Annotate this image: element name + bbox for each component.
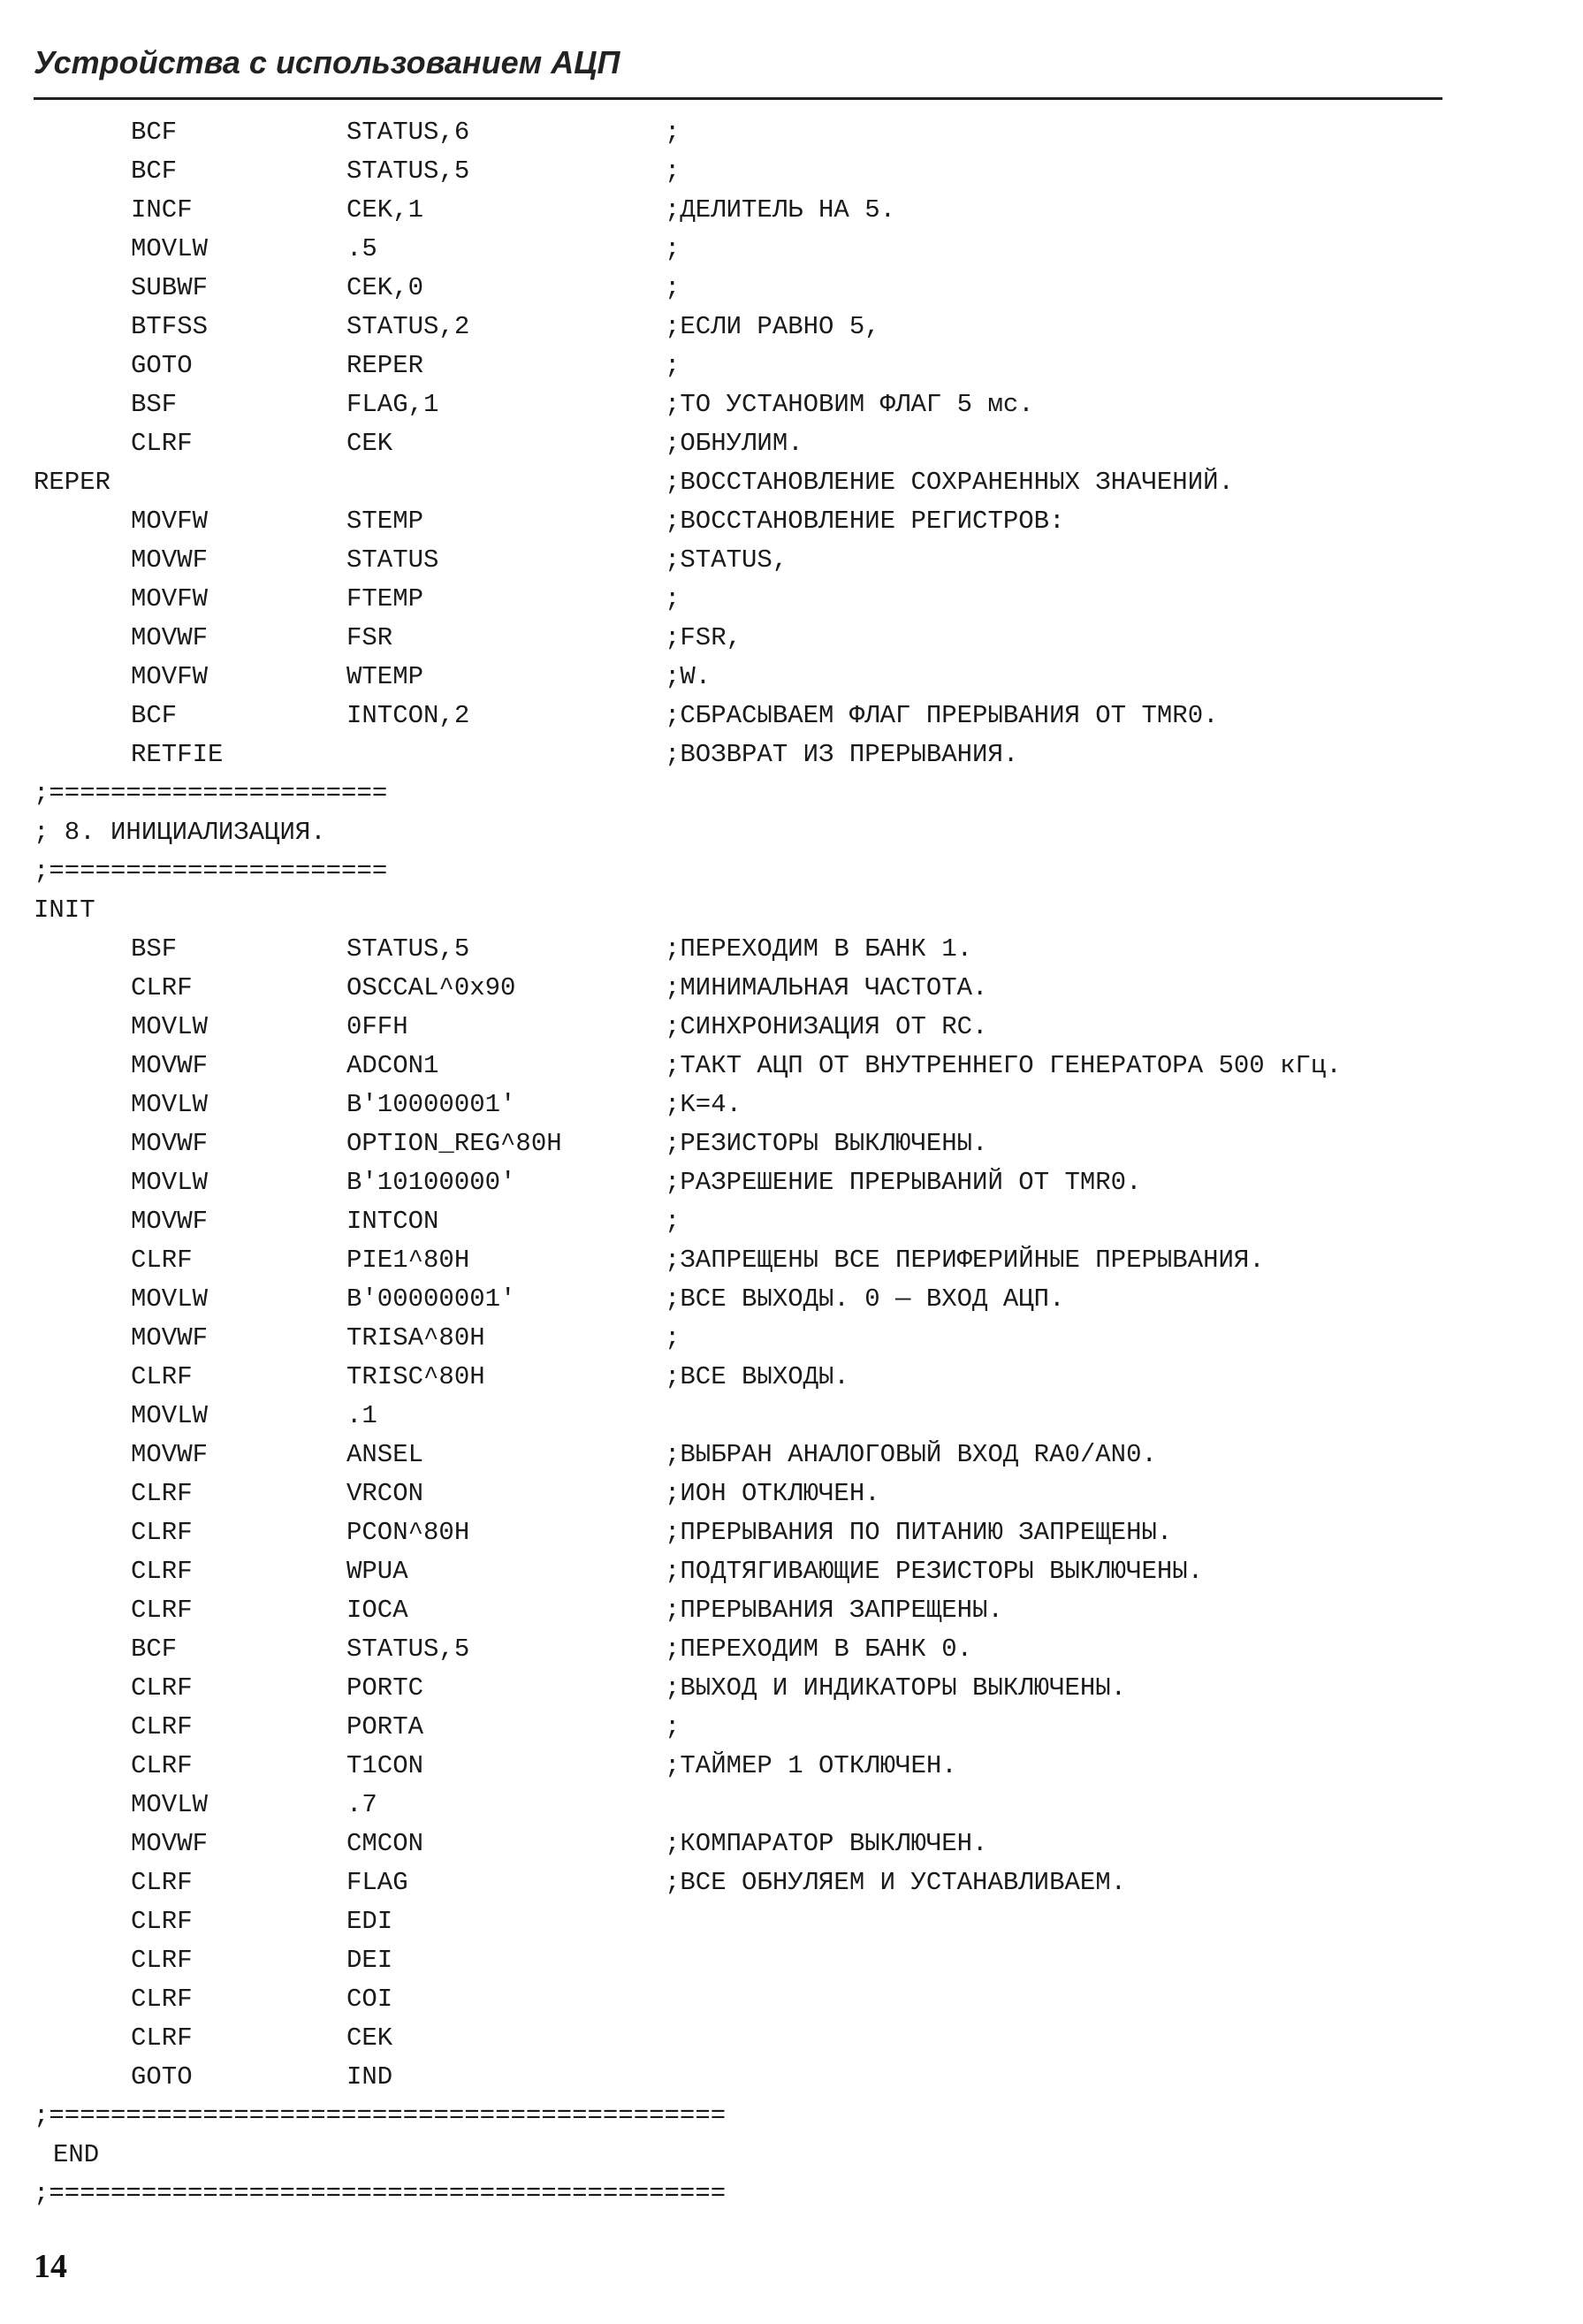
code-label: INIT [34, 895, 95, 925]
instruction-mnemonic: MOVWF [131, 1323, 209, 1352]
instruction-mnemonic: CLRF [131, 1518, 193, 1547]
code-comment: ;ОБНУЛИМ. [665, 429, 803, 458]
listing-code-line [0, 891, 1583, 930]
instruction-operand: VRCON [346, 1479, 424, 1508]
code-comment: ;РЕЗИСТОРЫ ВЫКЛЮЧЕНЫ. [665, 1129, 988, 1158]
code-comment: ; [665, 234, 681, 263]
listing-code-line [0, 1902, 1583, 1941]
instruction-mnemonic: BTFSS [131, 312, 209, 341]
instruction-operand: T1CON [346, 1751, 424, 1780]
listing-code-line [0, 1319, 1583, 1358]
instruction-mnemonic: MOVFW [131, 584, 209, 613]
instruction-operand: WPUA [346, 1557, 408, 1586]
listing-code-line [0, 463, 1583, 502]
code-comment: ;FSR, [665, 623, 742, 652]
listing-code-line [0, 1591, 1583, 1630]
code-label: REPER [34, 468, 111, 497]
listing-code-line [0, 1786, 1583, 1825]
listing-code-line [0, 658, 1583, 697]
instruction-mnemonic: BSF [131, 934, 178, 964]
instruction-operand: STATUS [346, 545, 439, 575]
code-comment: ;K=4. [665, 1090, 742, 1119]
code-comment: ;ТАЙМЕР 1 ОТКЛЮЧЕН. [665, 1751, 957, 1780]
code-comment: ;РАЗРЕШЕНИЕ ПРЕРЫВАНИЙ ОТ TMR0. [665, 1168, 1142, 1197]
code-comment: ;ПЕРЕХОДИМ В БАНК 1. [665, 934, 973, 964]
code-comment: ;ВСЕ ВЫХОДЫ. 0 — ВХОД АЦП. [665, 1284, 1065, 1314]
code-comment: ;ПРЕРЫВАНИЯ ЗАПРЕЩЕНЫ. [665, 1596, 1003, 1625]
assembly-listing [0, 113, 1583, 2214]
listing-code-line [0, 1552, 1583, 1591]
code-comment: ;ЗАПРЕЩЕНЫ ВСЕ ПЕРИФЕРИЙНЫЕ ПРЕРЫВАНИЯ. [665, 1246, 1265, 1275]
code-comment: ;ЕСЛИ РАВНО 5, [665, 312, 880, 341]
code-comment: ; [665, 1207, 681, 1236]
code-comment: ; [665, 273, 681, 302]
listing-code-line [0, 1241, 1583, 1280]
instruction-operand: FSR [346, 623, 393, 652]
instruction-mnemonic: MOVLW [131, 1168, 209, 1197]
instruction-operand: B'10100000' [346, 1168, 516, 1197]
instruction-operand: DEI [346, 1946, 393, 1975]
instruction-operand: B'10000001' [346, 1090, 516, 1119]
instruction-operand: OSCCAL^0x90 [346, 973, 516, 1002]
instruction-operand: COI [346, 1985, 393, 2014]
instruction-mnemonic: MOVLW [131, 1090, 209, 1119]
code-comment: ;ВОЗВРАТ ИЗ ПРЕРЫВАНИЯ. [665, 740, 1019, 769]
instruction-mnemonic: MOVLW [131, 1401, 209, 1430]
listing-end-line [0, 2136, 1583, 2175]
listing-text: ;============================================ [34, 2101, 727, 2130]
instruction-mnemonic: CLRF [131, 1479, 193, 1508]
listing-code-line [0, 1436, 1583, 1474]
code-comment: ; [665, 1712, 681, 1741]
instruction-mnemonic: CLRF [131, 1751, 193, 1780]
instruction-mnemonic: CLRF [131, 1362, 193, 1391]
instruction-operand: 0FFH [346, 1012, 408, 1041]
instruction-operand: EDI [346, 1907, 393, 1936]
instruction-mnemonic: CLRF [131, 2023, 193, 2053]
instruction-operand: .7 [346, 1790, 377, 1819]
instruction-mnemonic: MOVWF [131, 1207, 209, 1236]
listing-code-line [0, 619, 1583, 658]
instruction-mnemonic: BCF [131, 701, 178, 730]
instruction-mnemonic: CLRF [131, 1557, 193, 1586]
listing-code-line [0, 1202, 1583, 1241]
instruction-operand: ADCON1 [346, 1051, 439, 1080]
instruction-operand: WTEMP [346, 662, 424, 691]
instruction-mnemonic: MOVLW [131, 234, 209, 263]
code-comment: ;ТАКТ АЦП ОТ ВНУТРЕННЕГО ГЕНЕРАТОРА 500 кГц. [665, 1051, 1342, 1080]
instruction-mnemonic: GOTO [131, 351, 193, 380]
instruction-operand: CEK [346, 429, 393, 458]
code-comment: ;СБРАСЫВАЕМ ФЛАГ ПРЕРЫВАНИЯ ОТ TMR0. [665, 701, 1219, 730]
code-comment: ;ИОН ОТКЛЮЧЕН. [665, 1479, 880, 1508]
instruction-mnemonic: INCF [131, 195, 193, 225]
listing-code-line [0, 580, 1583, 619]
listing-code-line [0, 308, 1583, 347]
code-comment: ;ВОССТАНОВЛЕНИЕ РЕГИСТРОВ: [665, 507, 1065, 536]
listing-code-line [0, 1941, 1583, 1980]
instruction-mnemonic: BCF [131, 1634, 178, 1664]
listing-code-line [0, 230, 1583, 269]
instruction-mnemonic: CLRF [131, 1946, 193, 1975]
listing-code-line [0, 697, 1583, 735]
code-comment: ;МИНИМАЛЬНАЯ ЧАСТОТА. [665, 973, 988, 1002]
page-number: 14 [34, 2248, 67, 2285]
instruction-operand: STATUS,2 [346, 312, 470, 341]
instruction-operand: IOCA [346, 1596, 408, 1625]
code-comment: ;W. [665, 662, 712, 691]
instruction-mnemonic: GOTO [131, 2062, 193, 2092]
instruction-mnemonic: CLRF [131, 1596, 193, 1625]
instruction-mnemonic: BCF [131, 156, 178, 186]
instruction-mnemonic: RETFIE [131, 740, 224, 769]
code-comment: ;ПЕРЕХОДИМ В БАНК 0. [665, 1634, 973, 1664]
listing-code-line [0, 424, 1583, 463]
instruction-operand: CMCON [346, 1829, 424, 1858]
instruction-mnemonic: MOVLW [131, 1284, 209, 1314]
instruction-operand: TRISC^80H [346, 1362, 485, 1391]
instruction-mnemonic: MOVFW [131, 507, 209, 536]
listing-separator-line [0, 774, 1583, 813]
instruction-mnemonic: MOVWF [131, 1051, 209, 1080]
listing-code-line [0, 2019, 1583, 2058]
instruction-mnemonic: CLRF [131, 1907, 193, 1936]
instruction-operand: REPER [346, 351, 424, 380]
instruction-operand: B'00000001' [346, 1284, 516, 1314]
code-comment: ; [665, 1323, 681, 1352]
instruction-operand: TRISA^80H [346, 1323, 485, 1352]
listing-code-line [0, 1708, 1583, 1747]
listing-code-line [0, 1124, 1583, 1163]
listing-code-line [0, 969, 1583, 1008]
instruction-operand: STEMP [346, 507, 424, 536]
instruction-operand: .1 [346, 1401, 377, 1430]
listing-code-line [0, 735, 1583, 774]
instruction-operand: ANSEL [346, 1440, 424, 1469]
code-comment: ;ПРЕРЫВАНИЯ ПО ПИТАНИЮ ЗАПРЕЩЕНЫ. [665, 1518, 1173, 1547]
instruction-mnemonic: CLRF [131, 1246, 193, 1275]
instruction-operand: CEK [346, 2023, 393, 2053]
listing-code-line [0, 1397, 1583, 1436]
code-comment: ; [665, 584, 681, 613]
listing-code-line [0, 1474, 1583, 1513]
code-comment: ;ВЫБРАН АНАЛОГОВЫЙ ВХОД RA0/AN0. [665, 1440, 1157, 1469]
code-comment: ;ВСЕ ВЫХОДЫ. [665, 1362, 849, 1391]
listing-text: ;============================================ [34, 2179, 727, 2208]
instruction-operand: FLAG [346, 1868, 408, 1897]
instruction-operand: INTCON [346, 1207, 439, 1236]
instruction-operand: STATUS,5 [346, 934, 470, 964]
instruction-mnemonic: CLRF [131, 1712, 193, 1741]
listing-separator-line [0, 2097, 1583, 2136]
code-comment: ; [665, 351, 681, 380]
code-comment: ; [665, 156, 681, 186]
instruction-mnemonic: MOVWF [131, 623, 209, 652]
listing-code-line [0, 113, 1583, 152]
listing-code-line [0, 930, 1583, 969]
instruction-mnemonic: SUBWF [131, 273, 209, 302]
instruction-mnemonic: BCF [131, 118, 178, 147]
listing-code-line [0, 2058, 1583, 2097]
listing-code-line [0, 1513, 1583, 1552]
instruction-operand: INTCON,2 [346, 701, 470, 730]
listing-code-line [0, 385, 1583, 424]
listing-code-line [0, 1047, 1583, 1086]
code-comment: ;ВСЕ ОБНУЛЯЕМ И УСТАНАВЛИВАЕМ. [665, 1868, 1127, 1897]
instruction-mnemonic: MOVWF [131, 1129, 209, 1158]
listing-code-line [0, 191, 1583, 230]
instruction-mnemonic: MOVWF [131, 1440, 209, 1469]
listing-code-line [0, 269, 1583, 308]
listing-code-line [0, 1669, 1583, 1708]
listing-code-line [0, 1980, 1583, 2019]
header-rule [34, 97, 1442, 100]
instruction-operand: PIE1^80H [346, 1246, 470, 1275]
listing-text: ;====================== [34, 857, 388, 886]
code-comment: ;ВЫХОД И ИНДИКАТОРЫ ВЫКЛЮЧЕНЫ. [665, 1673, 1127, 1703]
listing-separator-line [0, 2175, 1583, 2214]
instruction-mnemonic: CLRF [131, 429, 193, 458]
code-comment: ;ТО УСТАНОВИМ ФЛАГ 5 мс. [665, 390, 1034, 419]
code-comment: ;КОМПАРАТОР ВЫКЛЮЧЕН. [665, 1829, 988, 1858]
listing-separator-line [0, 852, 1583, 891]
code-comment: ;STATUS, [665, 545, 788, 575]
instruction-mnemonic: CLRF [131, 973, 193, 1002]
listing-code-line [0, 1008, 1583, 1047]
listing-code-line [0, 1747, 1583, 1786]
listing-separator-line [0, 813, 1583, 852]
instruction-mnemonic: MOVLW [131, 1012, 209, 1041]
end-directive: END [53, 2140, 100, 2169]
listing-text: ; 8. ИНИЦИАЛИЗАЦИЯ. [34, 818, 326, 847]
instruction-mnemonic: CLRF [131, 1673, 193, 1703]
instruction-operand: PORTC [346, 1673, 424, 1703]
instruction-operand: CEK,0 [346, 273, 424, 302]
listing-code-line [0, 541, 1583, 580]
instruction-mnemonic: MOVLW [131, 1790, 209, 1819]
instruction-operand: IND [346, 2062, 393, 2092]
instruction-mnemonic: MOVWF [131, 545, 209, 575]
listing-code-line [0, 502, 1583, 541]
code-comment: ; [665, 118, 681, 147]
code-comment: ;СИНХРОНИЗАЦИЯ ОТ RC. [665, 1012, 988, 1041]
instruction-mnemonic: MOVFW [131, 662, 209, 691]
instruction-operand: CEK,1 [346, 195, 424, 225]
code-comment: ;ДЕЛИТЕЛЬ НА 5. [665, 195, 896, 225]
instruction-mnemonic: BSF [131, 390, 178, 419]
code-comment: ;ПОДТЯГИВАЮЩИЕ РЕЗИСТОРЫ ВЫКЛЮЧЕНЫ. [665, 1557, 1204, 1586]
instruction-operand: PCON^80H [346, 1518, 470, 1547]
listing-code-line [0, 1280, 1583, 1319]
listing-code-line [0, 347, 1583, 385]
instruction-operand: PORTA [346, 1712, 424, 1741]
instruction-mnemonic: CLRF [131, 1985, 193, 2014]
instruction-operand: STATUS,5 [346, 156, 470, 186]
instruction-operand: FLAG,1 [346, 390, 439, 419]
instruction-mnemonic: CLRF [131, 1868, 193, 1897]
code-comment: ;ВОССТАНОВЛЕНИЕ СОХРАНЕННЫХ ЗНАЧЕНИЙ. [665, 468, 1234, 497]
listing-code-line [0, 1863, 1583, 1902]
instruction-operand: STATUS,5 [346, 1634, 470, 1664]
listing-text: ;====================== [34, 779, 388, 808]
listing-code-line [0, 1630, 1583, 1669]
listing-code-line [0, 1358, 1583, 1397]
instruction-operand: .5 [346, 234, 377, 263]
instruction-operand: OPTION_REG^80H [346, 1129, 562, 1158]
listing-code-line [0, 152, 1583, 191]
instruction-operand: STATUS,6 [346, 118, 470, 147]
instruction-operand: FTEMP [346, 584, 424, 613]
listing-code-line [0, 1086, 1583, 1124]
listing-code-line [0, 1163, 1583, 1202]
listing-code-line [0, 1825, 1583, 1863]
page-header-title: Устройства с использованием АЦП [34, 44, 620, 80]
instruction-mnemonic: MOVWF [131, 1829, 209, 1858]
